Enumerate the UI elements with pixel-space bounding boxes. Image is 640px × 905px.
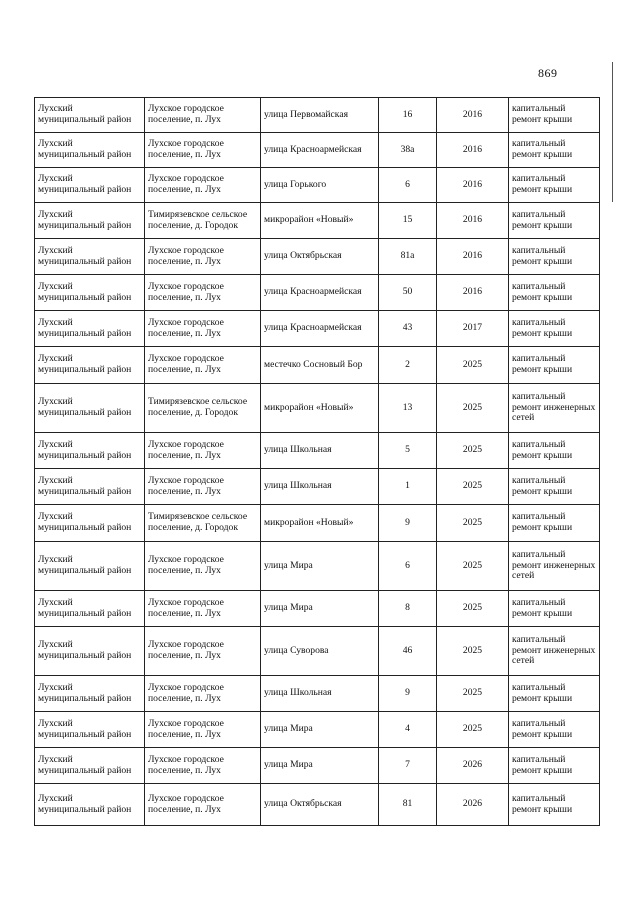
settlement-cell: Лухское городское поселение, п. Лух [145, 676, 261, 712]
work-type-cell: капитальный ремонт крыши [509, 748, 600, 784]
table-row [35, 784, 600, 826]
year-cell: 2026 [437, 748, 509, 784]
settlement-cell: Лухское городское поселение, п. Лух [145, 311, 261, 347]
house-number-cell: 7 [379, 748, 437, 784]
year-cell: 2025 [437, 505, 509, 542]
year-cell: 2016 [437, 275, 509, 311]
house-number-cell: 8 [379, 591, 437, 627]
table-row [35, 203, 600, 239]
settlement-cell: Лухское городское поселение, п. Лух [145, 168, 261, 203]
house-number-cell: 38а [379, 133, 437, 168]
table-row [35, 591, 600, 627]
street-cell: улица Горького [261, 168, 379, 203]
district-cell: Лухский муниципальный район [35, 168, 145, 203]
settlement-cell: Лухское городское поселение, п. Лух [145, 239, 261, 275]
district-cell: Лухский муниципальный район [35, 275, 145, 311]
street-cell: местечко Сосновый Бор [261, 347, 379, 384]
house-number-cell: 16 [379, 98, 437, 133]
district-cell: Лухский муниципальный район [35, 347, 145, 384]
street-cell: улица Мира [261, 542, 379, 591]
district-cell: Лухский муниципальный район [35, 505, 145, 542]
work-type-cell: капитальный ремонт крыши [509, 505, 600, 542]
settlement-cell: Лухское городское поселение, п. Лух [145, 712, 261, 748]
table-row [35, 311, 600, 347]
year-cell: 2025 [437, 347, 509, 384]
year-cell: 2025 [437, 627, 509, 676]
table-row [35, 384, 600, 433]
house-number-cell: 15 [379, 203, 437, 239]
street-cell: улица Суворова [261, 627, 379, 676]
work-type-cell: капитальный ремонт крыши [509, 203, 600, 239]
street-cell: улица Красноармейская [261, 311, 379, 347]
house-number-cell: 9 [379, 505, 437, 542]
table-row [35, 433, 600, 469]
settlement-cell: Тимирязевское сельское поселение, д. Городок [145, 505, 261, 542]
district-cell: Лухский муниципальный район [35, 748, 145, 784]
year-cell: 2025 [437, 433, 509, 469]
work-type-cell: капитальный ремонт крыши [509, 784, 600, 826]
work-type-cell: капитальный ремонт крыши [509, 275, 600, 311]
work-type-cell: капитальный ремонт крыши [509, 676, 600, 712]
year-cell: 2025 [437, 591, 509, 627]
work-type-cell: капитальный ремонт инженерных сетей [509, 542, 600, 591]
street-cell: микрорайон «Новый» [261, 505, 379, 542]
settlement-cell: Тимирязевское сельское поселение, д. Городок [145, 203, 261, 239]
year-cell: 2016 [437, 133, 509, 168]
house-number-cell: 50 [379, 275, 437, 311]
table-row [35, 275, 600, 311]
house-number-cell: 81а [379, 239, 437, 275]
housing-repair-table [34, 97, 600, 826]
house-number-cell: 1 [379, 469, 437, 505]
district-cell: Лухский муниципальный район [35, 469, 145, 505]
district-cell: Лухский муниципальный район [35, 676, 145, 712]
district-cell: Лухский муниципальный район [35, 384, 145, 433]
street-cell: улица Октябрьская [261, 239, 379, 275]
work-type-cell: капитальный ремонт крыши [509, 98, 600, 133]
settlement-cell: Лухское городское поселение, п. Лух [145, 748, 261, 784]
table-row [35, 168, 600, 203]
settlement-cell: Лухское городское поселение, п. Лух [145, 591, 261, 627]
work-type-cell: капитальный ремонт инженерных сетей [509, 627, 600, 676]
table-row [35, 98, 600, 133]
settlement-cell: Лухское городское поселение, п. Лух [145, 98, 261, 133]
table-row [35, 748, 600, 784]
table-row [35, 627, 600, 676]
work-type-cell: капитальный ремонт инженерных сетей [509, 384, 600, 433]
work-type-cell: капитальный ремонт крыши [509, 433, 600, 469]
year-cell: 2016 [437, 168, 509, 203]
house-number-cell: 4 [379, 712, 437, 748]
year-cell: 2016 [437, 239, 509, 275]
house-number-cell: 43 [379, 311, 437, 347]
year-cell: 2025 [437, 676, 509, 712]
year-cell: 2017 [437, 311, 509, 347]
work-type-cell: капитальный ремонт крыши [509, 311, 600, 347]
settlement-cell: Лухское городское поселение, п. Лух [145, 542, 261, 591]
settlement-cell: Тимирязевское сельское поселение, д. Городок [145, 384, 261, 433]
year-cell: 2025 [437, 469, 509, 505]
year-cell: 2016 [437, 98, 509, 133]
settlement-cell: Лухское городское поселение, п. Лух [145, 627, 261, 676]
district-cell: Лухский муниципальный район [35, 542, 145, 591]
scan-edge-line [612, 62, 613, 202]
year-cell: 2025 [437, 384, 509, 433]
district-cell: Лухский муниципальный район [35, 239, 145, 275]
table-row [35, 347, 600, 384]
settlement-cell: Лухское городское поселение, п. Лух [145, 469, 261, 505]
street-cell: микрорайон «Новый» [261, 384, 379, 433]
table-row [35, 542, 600, 591]
street-cell: улица Школьная [261, 676, 379, 712]
table-row [35, 133, 600, 168]
house-number-cell: 6 [379, 168, 437, 203]
house-number-cell: 2 [379, 347, 437, 384]
street-cell: микрорайон «Новый» [261, 203, 379, 239]
street-cell: улица Красноармейская [261, 275, 379, 311]
street-cell: улица Мира [261, 712, 379, 748]
street-cell: улица Красноармейская [261, 133, 379, 168]
settlement-cell: Лухское городское поселение, п. Лух [145, 784, 261, 826]
year-cell: 2025 [437, 712, 509, 748]
settlement-cell: Лухское городское поселение, п. Лух [145, 133, 261, 168]
district-cell: Лухский муниципальный район [35, 591, 145, 627]
work-type-cell: капитальный ремонт крыши [509, 469, 600, 505]
house-number-cell: 81 [379, 784, 437, 826]
district-cell: Лухский муниципальный район [35, 311, 145, 347]
street-cell: улица Школьная [261, 469, 379, 505]
year-cell: 2016 [437, 203, 509, 239]
work-type-cell: капитальный ремонт крыши [509, 712, 600, 748]
house-number-cell: 6 [379, 542, 437, 591]
table-row [35, 239, 600, 275]
house-number-cell: 9 [379, 676, 437, 712]
table-row [35, 505, 600, 542]
street-cell: улица Октябрьская [261, 784, 379, 826]
house-number-cell: 13 [379, 384, 437, 433]
year-cell: 2025 [437, 542, 509, 591]
district-cell: Лухский муниципальный район [35, 133, 145, 168]
street-cell: улица Школьная [261, 433, 379, 469]
district-cell: Лухский муниципальный район [35, 627, 145, 676]
work-type-cell: капитальный ремонт крыши [509, 168, 600, 203]
work-type-cell: капитальный ремонт крыши [509, 591, 600, 627]
work-type-cell: капитальный ремонт крыши [509, 239, 600, 275]
house-number-cell: 46 [379, 627, 437, 676]
year-cell: 2026 [437, 784, 509, 826]
settlement-cell: Лухское городское поселение, п. Лух [145, 433, 261, 469]
table-row [35, 469, 600, 505]
district-cell: Лухский муниципальный район [35, 712, 145, 748]
settlement-cell: Лухское городское поселение, п. Лух [145, 347, 261, 384]
table-row [35, 712, 600, 748]
table-body [35, 98, 600, 826]
district-cell: Лухский муниципальный район [35, 433, 145, 469]
district-cell: Лухский муниципальный район [35, 203, 145, 239]
district-cell: Лухский муниципальный район [35, 784, 145, 826]
work-type-cell: капитальный ремонт крыши [509, 347, 600, 384]
street-cell: улица Мира [261, 591, 379, 627]
page-number: 869 [538, 66, 558, 80]
street-cell: улица Первомайская [261, 98, 379, 133]
table-row [35, 676, 600, 712]
district-cell: Лухский муниципальный район [35, 98, 145, 133]
street-cell: улица Мира [261, 748, 379, 784]
house-number-cell: 5 [379, 433, 437, 469]
work-type-cell: капитальный ремонт крыши [509, 133, 600, 168]
settlement-cell: Лухское городское поселение, п. Лух [145, 275, 261, 311]
